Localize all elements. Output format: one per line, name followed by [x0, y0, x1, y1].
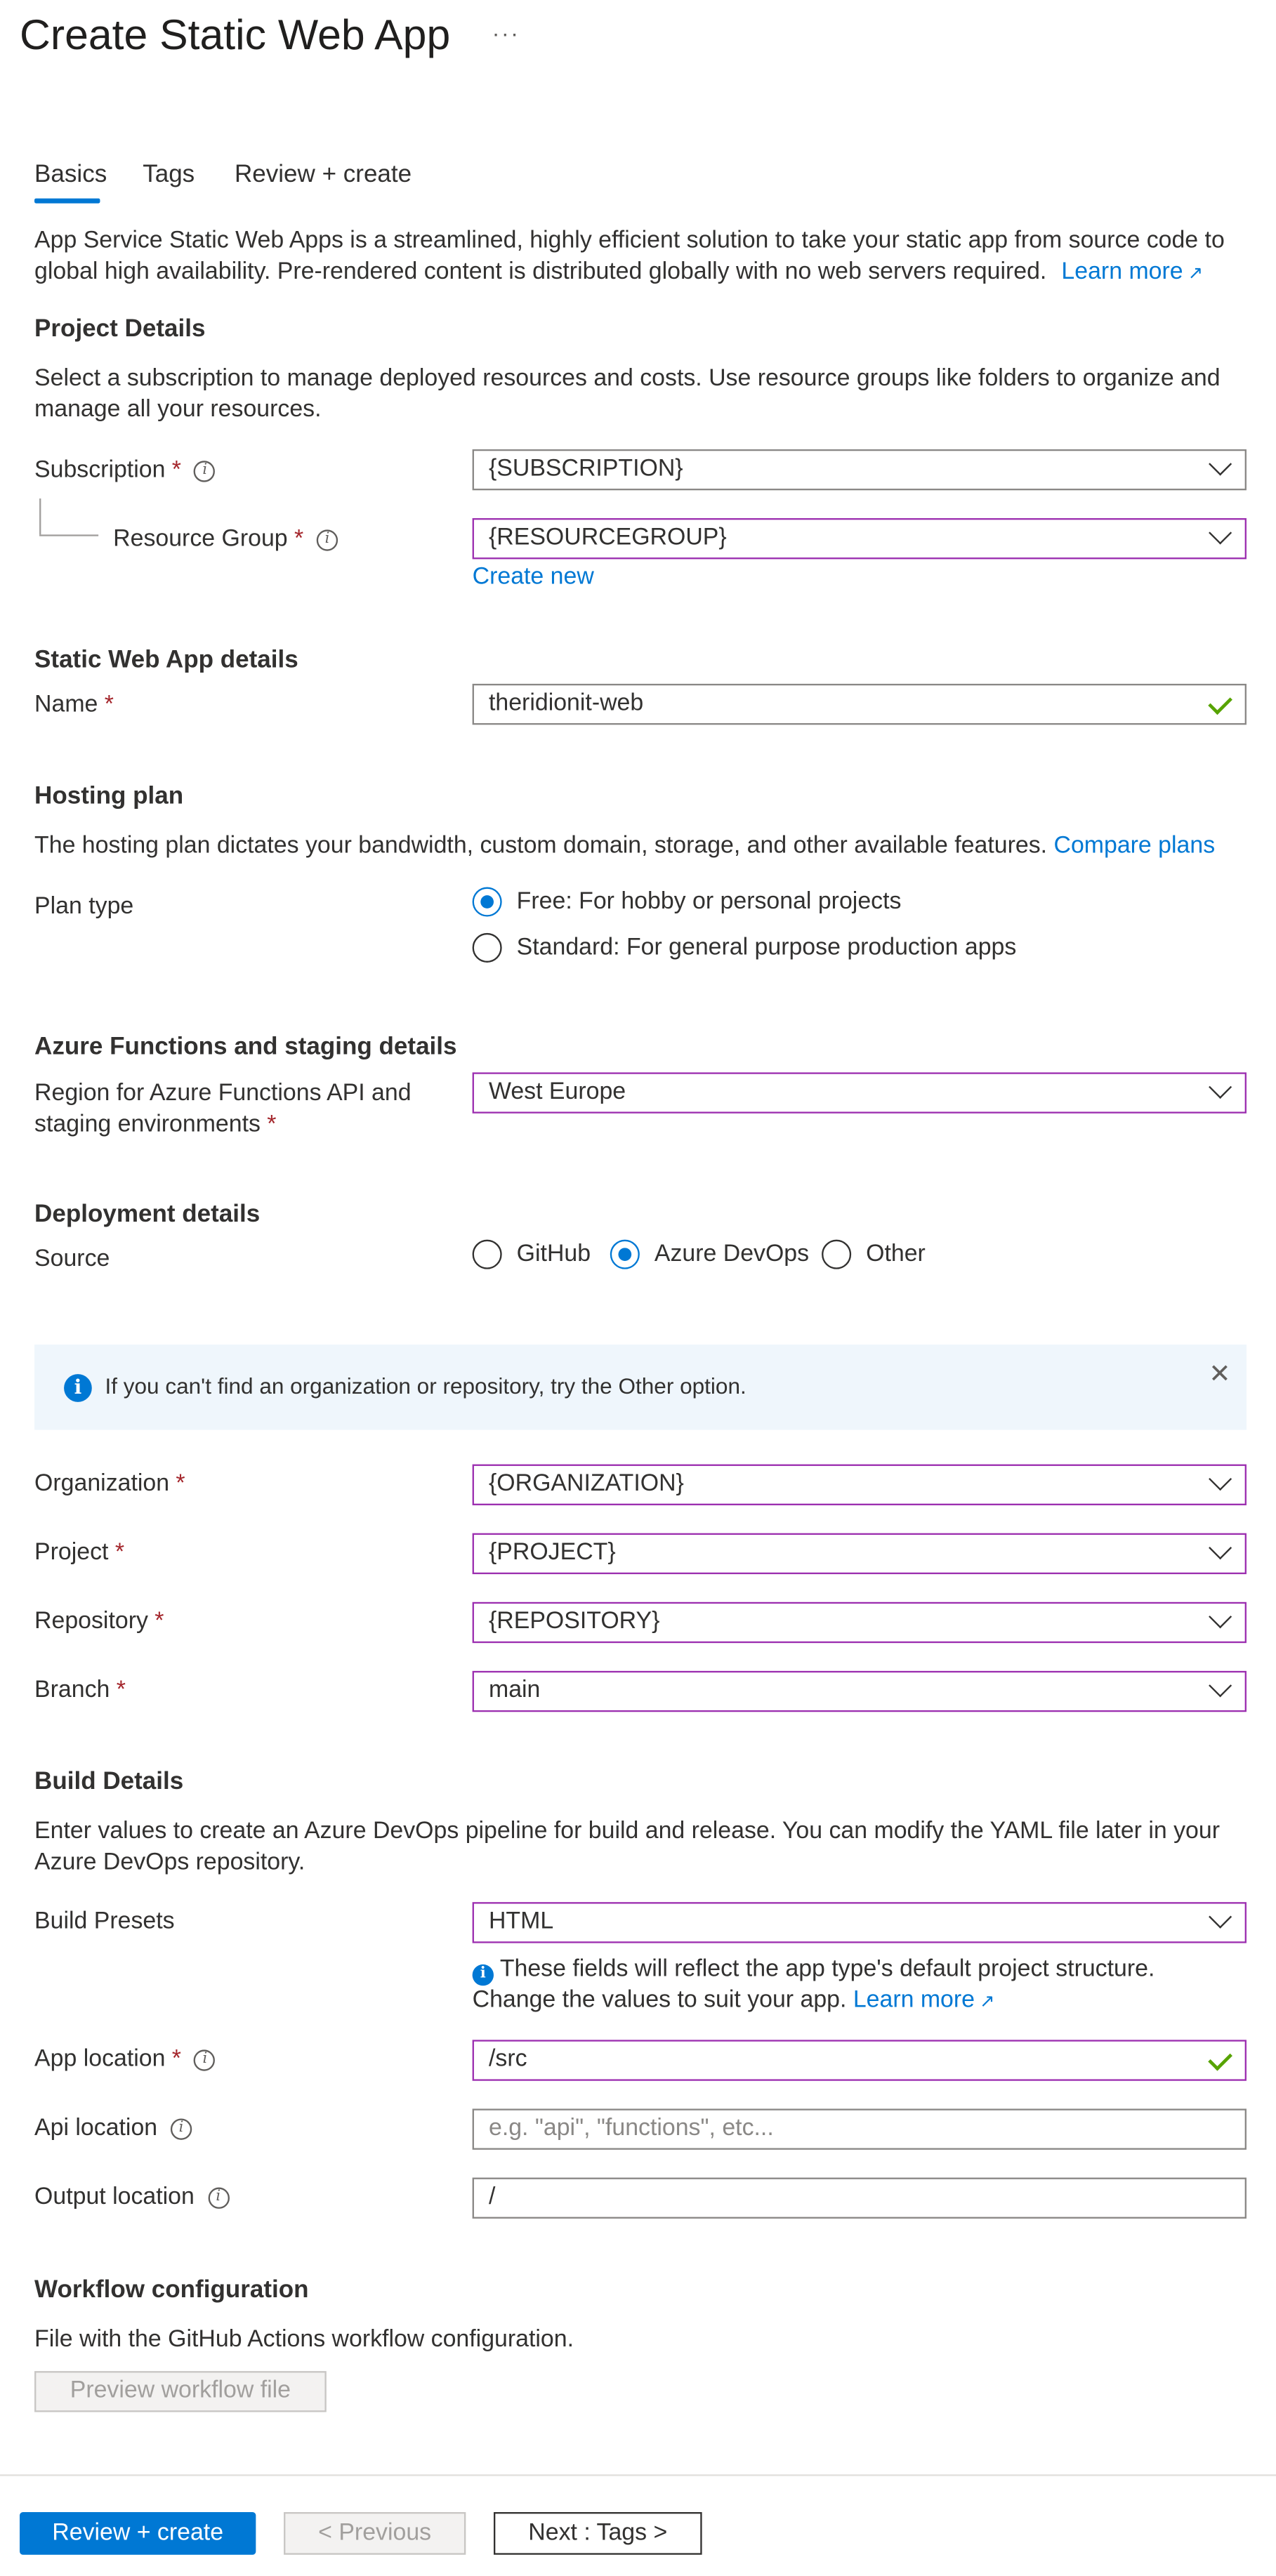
learn-more-link[interactable]: Learn more ↗ [1061, 259, 1204, 286]
subscription-label: Subscription * i [34, 458, 216, 484]
project-details-description: Select a subscription to manage deployed resources and costs. Use resource groups like folders to organize and manage all your resources. [34, 365, 1221, 423]
project-label: Project * [34, 1540, 125, 1566]
app-location-input[interactable]: /src [473, 2040, 1247, 2080]
tab-tags[interactable]: Tags [143, 160, 195, 189]
workflow-description: File with the GitHub Actions workflow configuration. [34, 2327, 574, 2353]
functions-heading: Azure Functions and staging details [34, 1033, 457, 1062]
close-icon[interactable]: ✕ [1209, 1361, 1231, 1389]
branch-dropdown[interactable]: main [473, 1671, 1247, 1712]
resource-group-label: Resource Group * i [113, 527, 338, 553]
hosting-plan-heading: Hosting plan [34, 782, 184, 810]
radio-icon[interactable] [822, 1240, 851, 1269]
tree-connector-branch [39, 534, 98, 536]
intro-description: App Service Static Web Apps is a streamlined, highly efficient solution to take your static app from source code to global high availability. Pre-rendered content is distributed globally with no web servers required. [34, 227, 1225, 286]
tab-review-create[interactable]: Review + create [234, 160, 412, 189]
api-location-input[interactable]: e.g. "api", "functions", etc... [473, 2108, 1247, 2149]
source-azure-devops-radio[interactable]: Azure DevOps [610, 1240, 809, 1270]
build-details-description: Enter values to create an Azure DevOps pipeline for build and release. You can modify the YAML file later in your Azure DevOps repository. [34, 1818, 1220, 1876]
hosting-plan-description: The hosting plan dictates your bandwidth, custom domain, storage, and other available features. Compare plans [34, 833, 1216, 859]
page-title: Create Static Web App [20, 10, 451, 60]
previous-button[interactable]: < Previous [284, 2512, 466, 2555]
compare-plans-link[interactable]: Compare plans [1053, 833, 1216, 859]
plan-free-radio[interactable]: Free: For hobby or personal projects [473, 887, 902, 918]
learn-more-link[interactable]: Learn more ↗ [853, 1987, 995, 2014]
tab-basics[interactable]: Basics [34, 160, 107, 189]
chevron-down-icon [1209, 452, 1232, 475]
external-link-icon: ↗ [980, 1992, 995, 2012]
chevron-down-icon [1209, 1905, 1232, 1929]
chevron-down-icon [1209, 1674, 1232, 1697]
checkmark-icon [1208, 2047, 1232, 2071]
build-presets-dropdown[interactable]: HTML [473, 1902, 1247, 1943]
app-details-heading: Static Web App details [34, 646, 298, 674]
info-icon[interactable]: i [171, 2118, 192, 2139]
radio-selected-icon[interactable] [610, 1240, 640, 1269]
preview-workflow-button[interactable]: Preview workflow file [34, 2371, 327, 2412]
build-hint: i These fields will reflect the app type's default project structure. Change the values to suit your app. Learn more ↗ [472, 1956, 1155, 2014]
output-location-label: Output location i [34, 2184, 229, 2210]
name-input[interactable]: theridionit-web [473, 684, 1247, 725]
resource-group-dropdown[interactable]: {RESOURCEGROUP} [473, 518, 1247, 559]
app-location-label: App location * i [34, 2047, 216, 2073]
source-label: Source [34, 1246, 110, 1273]
source-other-radio[interactable]: Other [822, 1240, 926, 1270]
info-icon[interactable]: i [195, 2049, 216, 2070]
source-github-radio[interactable]: GitHub [473, 1240, 591, 1270]
radio-icon[interactable] [473, 1240, 502, 1269]
build-details-heading: Build Details [34, 1767, 184, 1796]
checkmark-icon [1208, 690, 1232, 715]
intro-text [34, 226, 1256, 290]
info-banner-text: If you can't find an organization or repository, try the Other option. [105, 1374, 746, 1399]
external-link-icon: ↗ [1188, 264, 1204, 284]
create-new-link[interactable]: Create new [472, 564, 594, 590]
info-icon: i [64, 1374, 92, 1402]
chevron-down-icon [1209, 1605, 1232, 1628]
region-dropdown[interactable]: West Europe [473, 1072, 1247, 1113]
review-create-button[interactable]: Review + create [20, 2512, 256, 2555]
info-banner [34, 1345, 1247, 1429]
info-icon[interactable]: i [317, 529, 338, 550]
info-icon[interactable]: i [208, 2187, 229, 2208]
subscription-dropdown[interactable]: {SUBSCRIPTION} [473, 449, 1247, 490]
next-button[interactable]: Next : Tags > [494, 2512, 702, 2555]
organization-label: Organization * [34, 1470, 185, 1498]
api-location-label: Api location i [34, 2115, 192, 2141]
build-presets-label: Build Presets [34, 1908, 175, 1935]
repository-label: Repository * [34, 1609, 164, 1635]
info-icon[interactable]: i [195, 461, 216, 482]
project-dropdown[interactable]: {PROJECT} [473, 1533, 1247, 1574]
plan-type-label: Plan type [34, 893, 134, 920]
tree-connector [39, 498, 41, 534]
info-icon: i [473, 1964, 494, 1986]
chevron-down-icon [1209, 522, 1232, 545]
plan-standard-radio[interactable]: Standard: For general purpose production apps [473, 933, 1017, 963]
project-details-heading: Project Details [34, 315, 206, 343]
chevron-down-icon [1209, 1536, 1232, 1559]
deployment-heading: Deployment details [34, 1200, 261, 1229]
footer-divider [0, 2474, 1276, 2476]
output-location-input[interactable]: / [473, 2178, 1247, 2219]
radio-icon[interactable] [473, 933, 502, 963]
chevron-down-icon [1209, 1076, 1232, 1099]
active-tab-indicator [34, 199, 100, 204]
workflow-heading: Workflow configuration [34, 2276, 309, 2304]
name-label: Name * [34, 692, 114, 718]
branch-label: Branch * [34, 1677, 126, 1704]
organization-dropdown[interactable]: {ORGANIZATION} [473, 1465, 1247, 1505]
chevron-down-icon [1209, 1467, 1232, 1491]
radio-selected-icon[interactable] [473, 887, 502, 917]
more-options-icon[interactable]: ··· [492, 20, 520, 46]
repository-dropdown[interactable]: {REPOSITORY} [473, 1602, 1247, 1643]
region-label: Region for Azure Functions API and staging environments * [34, 1081, 412, 1138]
